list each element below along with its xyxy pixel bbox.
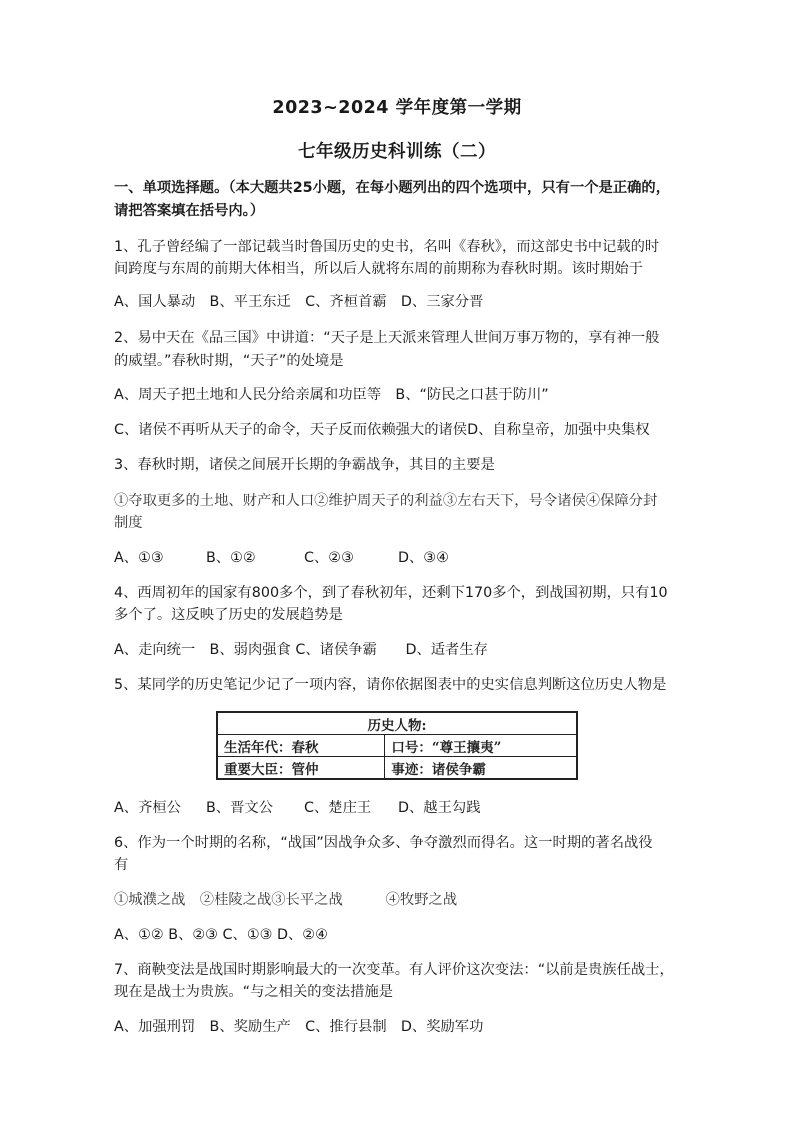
- table-cell-minister: 重要大臣：管仲: [217, 757, 385, 780]
- exam-title-term: 2023~2024 学年度第一学期: [272, 98, 522, 118]
- q4-stem-line1: 4、西周初年的国家有800多个，到了春秋初年，还剩下170多个，到战国初期，只有10: [114, 585, 668, 601]
- q2-stem-line1: 2、易中天在《品三国》中讲道：“天子是上天派来管理人世间万事万物的，享有神一般: [114, 330, 660, 346]
- q3-stem: 3、春秋时期，诸侯之间展开长期的争霸战争，其目的主要是: [114, 457, 495, 473]
- q7-stem-line2: 现在是战士为贵族。“与之相关的变法措施是: [114, 984, 394, 1000]
- q1-stem-line2: 间跨度与东周的前期大体相当，所以后人就将东周的前期称为春秋时期。该时期始于: [114, 261, 643, 277]
- q7-options: A、加强刑罚 B、奖励生产 C、推行县制 D、奖励军功: [114, 1019, 484, 1035]
- q6-items: ①城濮之战 ②桂陵之战③长平之战 ④牧野之战: [114, 892, 458, 908]
- q5-option-b: B、晋文公: [206, 800, 273, 816]
- q5-stem: 5、某同学的历史笔记少记了一项内容，请你依据图表中的史实信息判断这位历史人物是: [114, 677, 667, 693]
- history-figure-table: [216, 711, 578, 780]
- q3-items-line2: 制度: [114, 515, 143, 531]
- table-cell-slogan: 口号：“尊王攘夷”: [385, 735, 577, 757]
- section-instruction-line1: 一、单项选择题。（本大题共25小题，在每小题列出的四个选项中，只有一个是正确的，: [114, 180, 671, 196]
- q6-stem-line1: 6、作为一个时期的名称，“战国”因战争众多、争夺激烈而得名。这一时期的著名战役: [114, 835, 653, 851]
- table-header: 历史人物:: [217, 712, 577, 735]
- q6-stem-line2: 有: [114, 857, 129, 873]
- q3-option-c: C、②③: [304, 550, 354, 566]
- q6-options: A、①② B、②③ C、①③ D、②④: [114, 927, 328, 943]
- q3-option-b: B、①②: [206, 550, 256, 566]
- section-instruction-line2: 请把答案填在括号内。）: [114, 203, 265, 219]
- q7-stem-line1: 7、商鞅变法是战国时期影响最大的一次变革。有人评价这次变法：“以前是贵族任战士，: [114, 962, 674, 978]
- q5-option-c: C、楚庄王: [304, 800, 372, 816]
- q2-stem-line2: 的威望。”春秋时期，“天子”的处境是: [114, 353, 344, 369]
- table-cell-deed: 事迹：诸侯争霸: [385, 757, 577, 780]
- q3-items-line1: ①夺取更多的土地、财产和人口②维护周天子的利益③左右天下，号令诸侯④保障分封: [114, 493, 658, 509]
- q4-options: A、走向统一 B、弱肉强食 C、诸侯争霸 D、适者生存: [114, 642, 488, 658]
- q1-stem-line1: 1、孔子曾经编了一部记载当时鲁国历史的史书，名叫《春秋》，而这部史书中记载的时: [114, 239, 660, 255]
- q4-stem-line2: 多个了。这反映了历史的发展趋势是: [114, 607, 343, 623]
- table-cell-era: 生活年代：春秋: [217, 735, 385, 757]
- q2-options-cd: C、诸侯不再听从天子的命令，天子反而依赖强大的诸侯D、自称皇帝，加强中央集权: [114, 422, 650, 438]
- q3-option-a: A、①③: [114, 550, 164, 566]
- q2-options-ab: A、周天子把土地和人民分给亲属和功臣等 B、“防民之口甚于防川”: [114, 387, 549, 403]
- q3-option-d: D、③④: [398, 550, 449, 566]
- q5-option-d: D、越王勾践: [398, 800, 481, 816]
- q1-options: A、国人暴动 B、平王东迁 C、齐桓首霸 D、三家分晋: [114, 294, 484, 310]
- q5-option-a: A、齐桓公: [114, 800, 181, 816]
- exam-title-subject: 七年级历史科训练（二）: [298, 142, 496, 162]
